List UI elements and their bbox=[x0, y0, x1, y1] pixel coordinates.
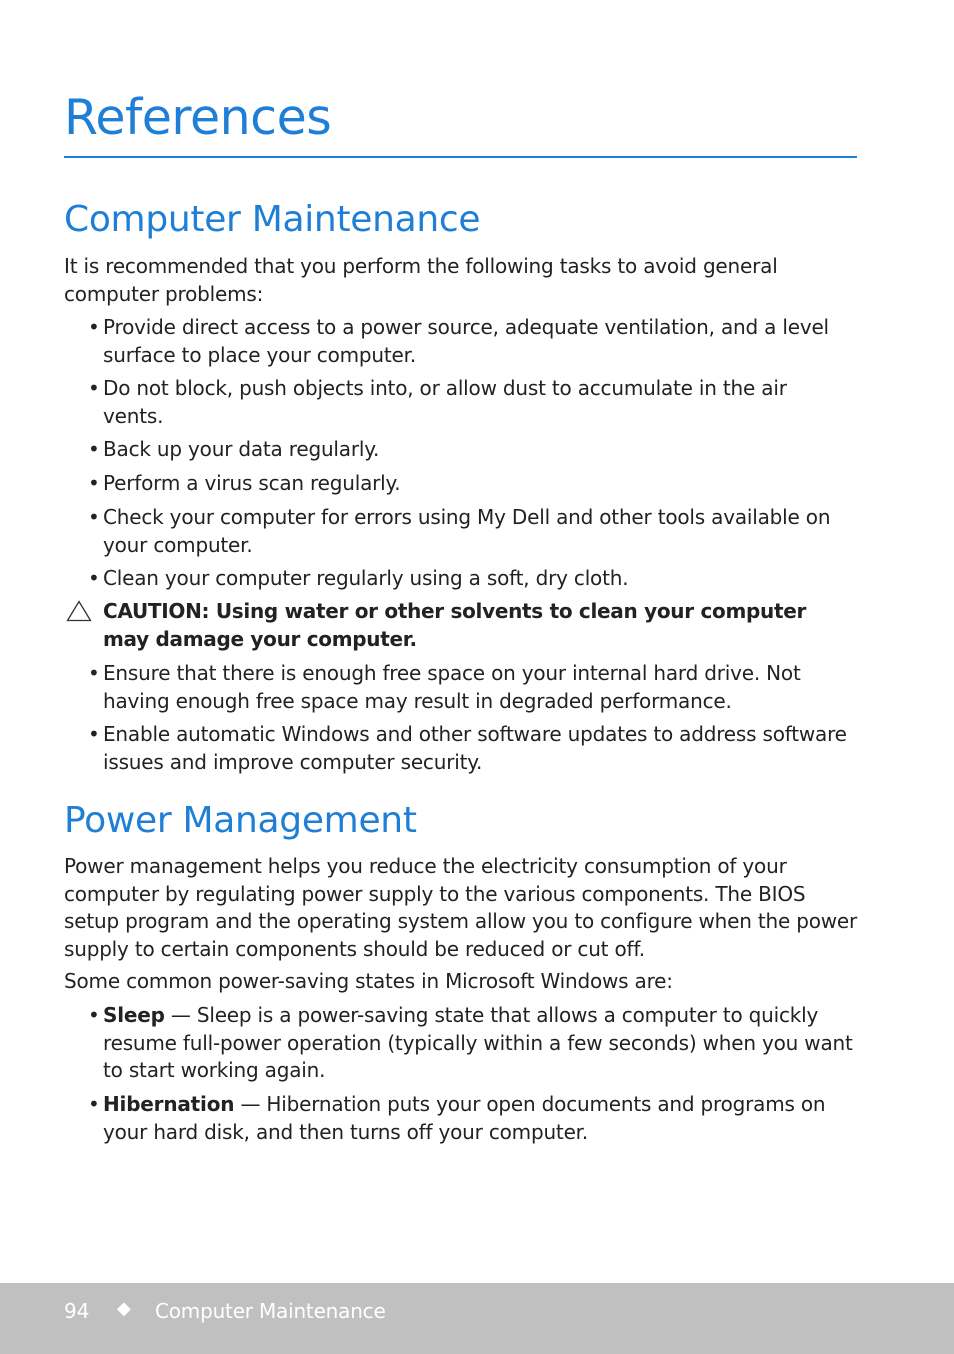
page-number: 94 bbox=[64, 1299, 90, 1323]
list-item-text: Check your computer for errors using My Dell and other tools available on your computer. bbox=[103, 505, 831, 557]
term-separator: — bbox=[164, 1003, 197, 1027]
list-item bbox=[88, 375, 868, 430]
footer-section-title: Computer Maintenance bbox=[155, 1299, 386, 1323]
list-item bbox=[88, 1091, 868, 1146]
power-state-description: Hibernation puts your open documents and programs on your hard disk, and then turns off your computer. bbox=[103, 1092, 826, 1144]
bullet-glyph: • bbox=[88, 376, 100, 400]
bullet-glyph: • bbox=[88, 661, 100, 685]
list-item bbox=[88, 470, 868, 498]
bullet-glyph: • bbox=[88, 471, 100, 495]
list-item bbox=[88, 660, 868, 715]
bullet-glyph: • bbox=[88, 505, 100, 529]
page-footer bbox=[0, 1283, 954, 1354]
page-title: References bbox=[64, 89, 332, 146]
power-state-description: Sleep is a power-saving state that allows a computer to quickly resume full-power operation (typically within a few seconds) when you want to start working again. bbox=[103, 1003, 853, 1082]
list-item bbox=[88, 1002, 868, 1085]
list-item-text: Perform a virus scan regularly. bbox=[103, 471, 401, 495]
bullet-glyph: • bbox=[88, 1092, 100, 1116]
list-item bbox=[88, 504, 868, 559]
title-divider bbox=[64, 156, 857, 158]
bullet-glyph: • bbox=[88, 722, 100, 746]
diamond-separator-icon: ◆ bbox=[117, 1298, 131, 1319]
list-item-text: Do not block, push objects into, or allow dust to accumulate in the air vents. bbox=[103, 376, 787, 428]
list-item bbox=[88, 565, 868, 593]
list-item bbox=[88, 436, 868, 464]
power-state-term: Hibernation bbox=[103, 1092, 235, 1116]
bullet-glyph: • bbox=[88, 1003, 100, 1027]
list-item-text: Enable automatic Windows and other software updates to address software issues and improve computer security. bbox=[103, 722, 847, 774]
bullet-glyph: • bbox=[88, 566, 100, 590]
bullet-glyph: • bbox=[88, 315, 100, 339]
list-item bbox=[88, 721, 868, 776]
list-item-text: Provide direct access to a power source, adequate ventilation, and a level surface to place your computer. bbox=[103, 315, 829, 367]
warning-triangle-icon bbox=[66, 600, 92, 622]
section-heading-computer-maintenance: Computer Maintenance bbox=[64, 199, 481, 240]
power-states-intro: Some common power-saving states in Microsoft Windows are: bbox=[64, 969, 673, 993]
list-item-text: Ensure that there is enough free space on your internal hard drive. Not having enough free space may result in degraded performance. bbox=[103, 661, 801, 713]
computer-maintenance-intro: It is recommended that you perform the following tasks to avoid general computer problems: bbox=[64, 254, 778, 306]
list-item bbox=[88, 314, 868, 369]
power-state-term: Sleep bbox=[103, 1003, 165, 1027]
power-management-intro: Power management helps you reduce the electricity consumption of your computer by regulating power supply to the various components. The BIOS setup program and the operating system allow you to configure when the power supply to certain components should be reduced or cut off. bbox=[64, 854, 858, 961]
caution-note bbox=[66, 598, 856, 653]
bullet-glyph: • bbox=[88, 437, 100, 461]
list-item-text: Back up your data regularly. bbox=[103, 437, 380, 461]
section-heading-power-management: Power Management bbox=[64, 800, 417, 841]
term-separator: — bbox=[234, 1092, 267, 1116]
list-item-text: Clean your computer regularly using a soft, dry cloth. bbox=[103, 566, 629, 590]
caution-text: CAUTION: Using water or other solvents to clean your computer may damage your computer. bbox=[103, 599, 807, 651]
